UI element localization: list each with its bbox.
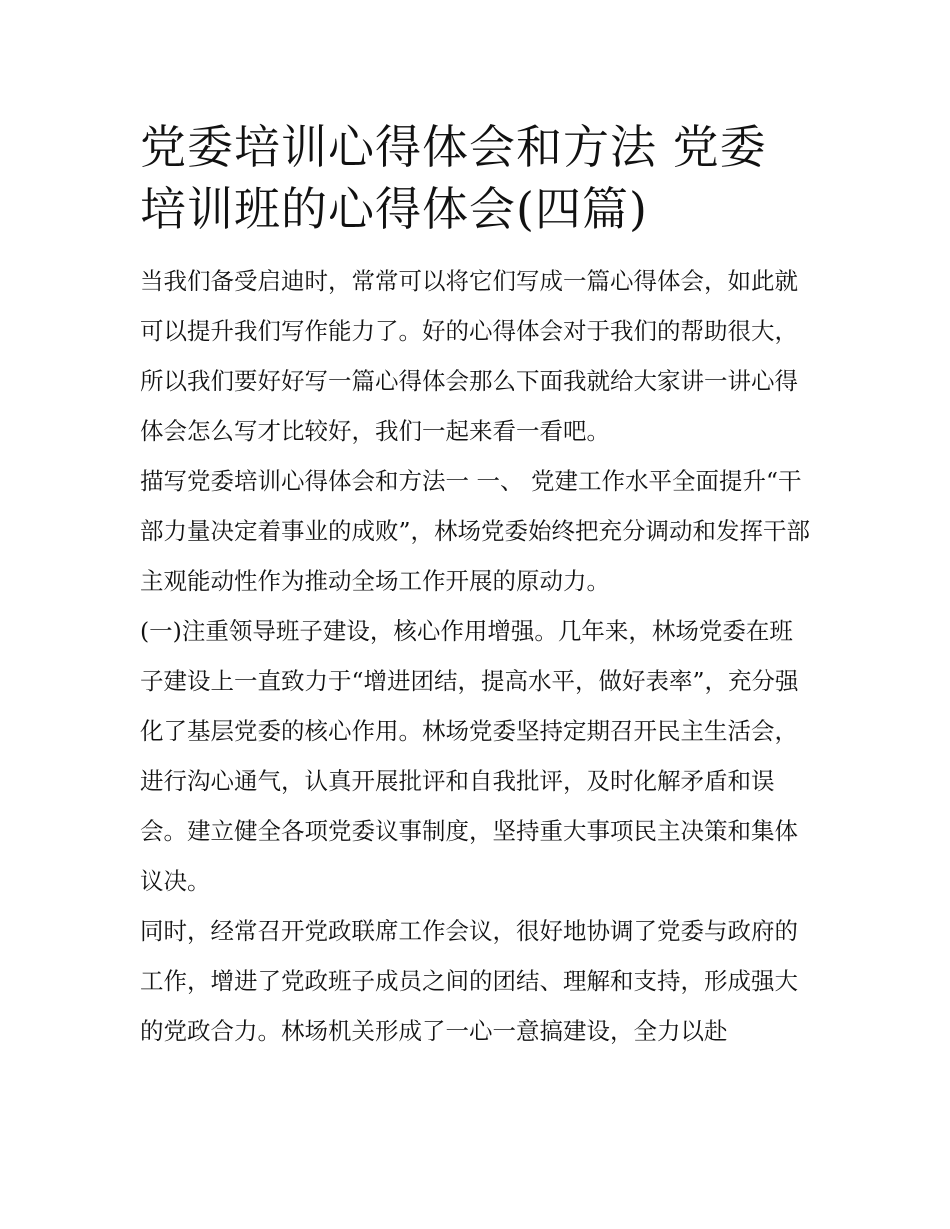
document-title: 党委培训心得体会和方法 党委培训班的心得体会(四篇) — [140, 120, 767, 236]
paragraph-leadership: (一)注重领导班子建设，核心作用增强。几年来，林场党委在班子建设上一直致力于“增进团结，提高水平，做好表率”，充分强化了基层党委的核心作用。林场党委坚持定期召开民主生活会，进行沟心通气，认真开展批评和自我批评，及时化解矛盾和误会。建立健全各项党委议事制度，坚持重大事项民主决策和集体议决。 — [140, 617, 799, 895]
document-body — [140, 116, 812, 1056]
paragraph-coordination: 同时，经常召开党政联席工作会议，很好地协调了党委与政府的工作，增进了党政班子成员之间的团结、理解和支持，形成强大的党政合力。林场机关形成了一心一意搞建设，全力以赴 — [140, 917, 798, 1045]
paragraph-intro: 当我们备受启迪时，常常可以将它们写成一篇心得体会，如此就可以提升我们写作能力了。好的心得体会对于我们的帮助很大，所以我们要好好写一篇心得体会那么下面我就给大家讲一讲心得体会怎么写才比较好，我们一起来看一看吧。 — [140, 267, 798, 445]
paragraph-section-one: 描写党委培训心得体会和方法一 一、 党建工作水平全面提升“干部力量决定着事业的成败”，林场党委始终把充分调动和发挥干部主观能动性作为推动全场工作开展的原动力。 — [140, 467, 811, 595]
